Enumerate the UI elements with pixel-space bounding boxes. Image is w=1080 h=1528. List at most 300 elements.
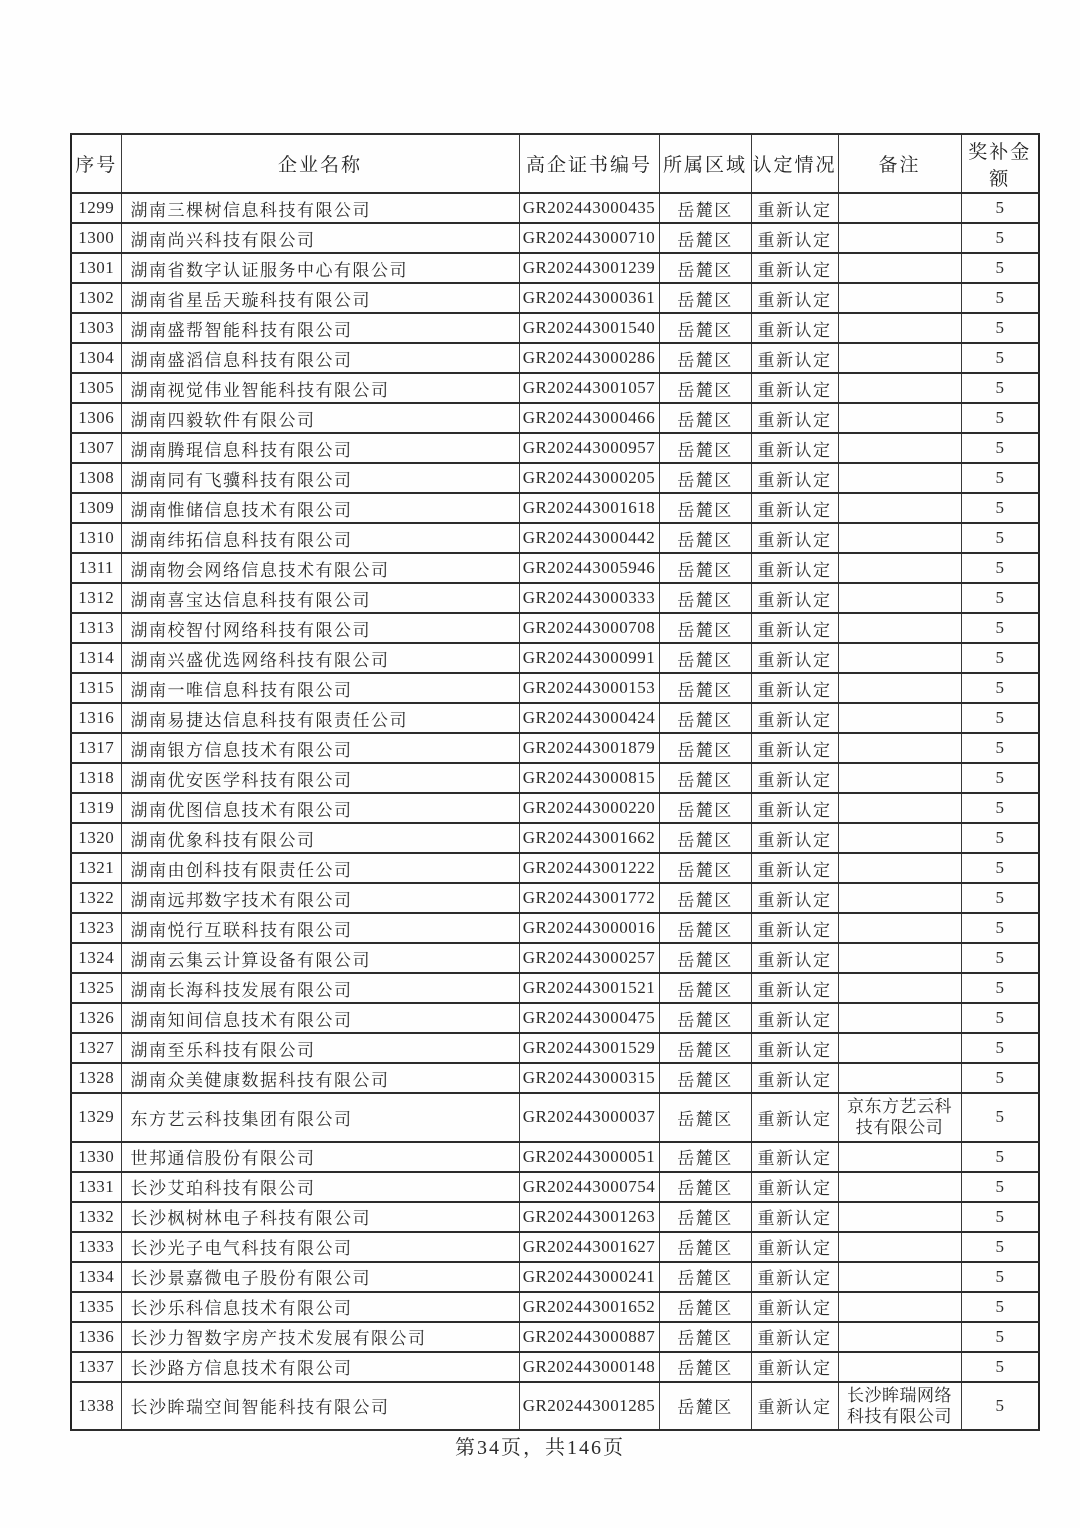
cell-remark xyxy=(838,343,961,373)
cell-certificate-no: GR202443000016 xyxy=(519,913,659,943)
cell-remark xyxy=(838,673,961,703)
cell-district: 岳麓区 xyxy=(659,493,751,523)
cell-seq: 1338 xyxy=(71,1382,121,1431)
cell-company-name: 长沙乐科信息技术有限公司 xyxy=(121,1292,519,1322)
cell-seq: 1331 xyxy=(71,1172,121,1202)
cell-status: 重新认定 xyxy=(751,1352,838,1382)
cell-remark xyxy=(838,1352,961,1382)
table-row xyxy=(71,1093,1039,1142)
cell-amount: 5 xyxy=(961,793,1039,823)
cell-district: 岳麓区 xyxy=(659,853,751,883)
cell-amount: 5 xyxy=(961,343,1039,373)
cell-company-name: 东方艺云科技集团有限公司 xyxy=(121,1093,519,1142)
cell-amount: 5 xyxy=(961,373,1039,403)
column-header-certificate-no: 高企证书编号 xyxy=(519,134,659,193)
cell-remark xyxy=(838,1033,961,1063)
cell-district: 岳麓区 xyxy=(659,283,751,313)
cell-district: 岳麓区 xyxy=(659,1382,751,1431)
cell-amount: 5 xyxy=(961,673,1039,703)
cell-amount: 5 xyxy=(961,1322,1039,1352)
cell-company-name: 湖南四毅软件有限公司 xyxy=(121,403,519,433)
table-row xyxy=(71,1202,1039,1232)
cell-amount: 5 xyxy=(961,553,1039,583)
cell-amount: 5 xyxy=(961,193,1039,223)
cell-remark xyxy=(838,793,961,823)
cell-certificate-no: GR202443001239 xyxy=(519,253,659,283)
cell-seq: 1308 xyxy=(71,463,121,493)
cell-amount: 5 xyxy=(961,733,1039,763)
cell-district: 岳麓区 xyxy=(659,793,751,823)
table-row xyxy=(71,1142,1039,1172)
table-row xyxy=(71,1003,1039,1033)
cell-seq: 1323 xyxy=(71,913,121,943)
cell-status: 重新认定 xyxy=(751,673,838,703)
cell-status: 重新认定 xyxy=(751,283,838,313)
cell-remark xyxy=(838,613,961,643)
cell-status: 重新认定 xyxy=(751,1003,838,1033)
cell-seq: 1305 xyxy=(71,373,121,403)
cell-remark xyxy=(838,1202,961,1232)
cell-remark xyxy=(838,1322,961,1352)
cell-status: 重新认定 xyxy=(751,733,838,763)
cell-company-name: 湖南省数字认证服务中心有限公司 xyxy=(121,253,519,283)
cell-status: 重新认定 xyxy=(751,613,838,643)
cell-remark xyxy=(838,943,961,973)
cell-company-name: 湖南银方信息技术有限公司 xyxy=(121,733,519,763)
cell-seq: 1306 xyxy=(71,403,121,433)
cell-certificate-no: GR202443000241 xyxy=(519,1262,659,1292)
cell-district: 岳麓区 xyxy=(659,343,751,373)
cell-remark: 京东方艺云科技有限公司 xyxy=(838,1093,961,1142)
cell-seq: 1317 xyxy=(71,733,121,763)
cell-company-name: 长沙枫树林电子科技有限公司 xyxy=(121,1202,519,1232)
cell-remark xyxy=(838,313,961,343)
cell-district: 岳麓区 xyxy=(659,883,751,913)
cell-seq: 1335 xyxy=(71,1292,121,1322)
cell-company-name: 湖南物会网络信息技术有限公司 xyxy=(121,553,519,583)
cell-company-name: 长沙眸瑞空间智能科技有限公司 xyxy=(121,1382,519,1431)
cell-amount: 5 xyxy=(961,1202,1039,1232)
cell-certificate-no: GR202443000051 xyxy=(519,1142,659,1172)
cell-seq: 1310 xyxy=(71,523,121,553)
cell-amount: 5 xyxy=(961,223,1039,253)
cell-district: 岳麓区 xyxy=(659,1202,751,1232)
cell-company-name: 湖南腾琨信息科技有限公司 xyxy=(121,433,519,463)
cell-company-name: 湖南知间信息技术有限公司 xyxy=(121,1003,519,1033)
cell-remark xyxy=(838,493,961,523)
cell-certificate-no: GR202443000361 xyxy=(519,283,659,313)
cell-certificate-no: GR202443001662 xyxy=(519,823,659,853)
cell-seq: 1303 xyxy=(71,313,121,343)
cell-remark xyxy=(838,823,961,853)
cell-remark xyxy=(838,913,961,943)
cell-status: 重新认定 xyxy=(751,643,838,673)
cell-company-name: 湖南悦行互联科技有限公司 xyxy=(121,913,519,943)
cell-district: 岳麓区 xyxy=(659,1352,751,1382)
cell-amount: 5 xyxy=(961,493,1039,523)
cell-amount: 5 xyxy=(961,1093,1039,1142)
cell-certificate-no: GR202443000991 xyxy=(519,643,659,673)
cell-company-name: 湖南尚兴科技有限公司 xyxy=(121,223,519,253)
cell-seq: 1312 xyxy=(71,583,121,613)
cell-certificate-no: GR202443001222 xyxy=(519,853,659,883)
cell-district: 岳麓区 xyxy=(659,1093,751,1142)
cell-district: 岳麓区 xyxy=(659,1262,751,1292)
cell-district: 岳麓区 xyxy=(659,1063,751,1093)
cell-status: 重新认定 xyxy=(751,1232,838,1262)
cell-remark xyxy=(838,553,961,583)
cell-seq: 1332 xyxy=(71,1202,121,1232)
cell-company-name: 湖南喜宝达信息科技有限公司 xyxy=(121,583,519,613)
cell-district: 岳麓区 xyxy=(659,913,751,943)
cell-certificate-no: GR202443000037 xyxy=(519,1093,659,1142)
cell-remark xyxy=(838,373,961,403)
table-row xyxy=(71,853,1039,883)
cell-remark xyxy=(838,1063,961,1093)
cell-company-name: 世邦通信股份有限公司 xyxy=(121,1142,519,1172)
cell-certificate-no: GR202443000754 xyxy=(519,1172,659,1202)
cell-certificate-no: GR202443000220 xyxy=(519,793,659,823)
cell-status: 重新认定 xyxy=(751,523,838,553)
column-header-amount: 奖补金额 xyxy=(961,134,1039,193)
cell-company-name: 湖南优象科技有限公司 xyxy=(121,823,519,853)
cell-amount: 5 xyxy=(961,853,1039,883)
cell-status: 重新认定 xyxy=(751,343,838,373)
cell-remark xyxy=(838,733,961,763)
cell-company-name: 湖南省星岳天璇科技有限公司 xyxy=(121,283,519,313)
table-row xyxy=(71,523,1039,553)
cell-amount: 5 xyxy=(961,1382,1039,1431)
cell-seq: 1304 xyxy=(71,343,121,373)
page-footer: 第34页，共146页 xyxy=(455,1437,625,1459)
cell-remark xyxy=(838,1292,961,1322)
cell-certificate-no: GR202443000153 xyxy=(519,673,659,703)
cell-amount: 5 xyxy=(961,1292,1039,1322)
cell-status: 重新认定 xyxy=(751,223,838,253)
table-row xyxy=(71,883,1039,913)
cell-company-name: 湖南视觉伟业智能科技有限公司 xyxy=(121,373,519,403)
cell-remark xyxy=(838,1232,961,1262)
cell-amount: 5 xyxy=(961,433,1039,463)
cell-remark xyxy=(838,1262,961,1292)
cell-certificate-no: GR202443001540 xyxy=(519,313,659,343)
table-row xyxy=(71,1232,1039,1262)
column-header-seq: 序号 xyxy=(71,134,121,193)
cell-status: 重新认定 xyxy=(751,373,838,403)
cell-company-name: 湖南众美健康数据科技有限公司 xyxy=(121,1063,519,1093)
cell-seq: 1315 xyxy=(71,673,121,703)
cell-district: 岳麓区 xyxy=(659,1142,751,1172)
cell-status: 重新认定 xyxy=(751,583,838,613)
cell-district: 岳麓区 xyxy=(659,523,751,553)
cell-amount: 5 xyxy=(961,703,1039,733)
cell-seq: 1334 xyxy=(71,1262,121,1292)
cell-status: 重新认定 xyxy=(751,703,838,733)
cell-status: 重新认定 xyxy=(751,1172,838,1202)
cell-district: 岳麓区 xyxy=(659,1033,751,1063)
cell-seq: 1311 xyxy=(71,553,121,583)
cell-certificate-no: GR202443001879 xyxy=(519,733,659,763)
cell-district: 岳麓区 xyxy=(659,733,751,763)
cell-remark xyxy=(838,193,961,223)
table-row xyxy=(71,463,1039,493)
cell-district: 岳麓区 xyxy=(659,1322,751,1352)
cell-certificate-no: GR202443001285 xyxy=(519,1382,659,1431)
cell-seq: 1299 xyxy=(71,193,121,223)
column-header-status: 认定情况 xyxy=(751,134,838,193)
cell-seq: 1325 xyxy=(71,973,121,1003)
cell-company-name: 长沙力智数字房产技术发展有限公司 xyxy=(121,1322,519,1352)
cell-certificate-no: GR202443000957 xyxy=(519,433,659,463)
cell-amount: 5 xyxy=(961,1033,1039,1063)
table-row xyxy=(71,1382,1039,1431)
table-row xyxy=(71,1172,1039,1202)
cell-certificate-no: GR202443000435 xyxy=(519,193,659,223)
cell-status: 重新认定 xyxy=(751,553,838,583)
cell-status: 重新认定 xyxy=(751,793,838,823)
cell-remark xyxy=(838,463,961,493)
cell-remark xyxy=(838,583,961,613)
table-row xyxy=(71,1063,1039,1093)
cell-district: 岳麓区 xyxy=(659,223,751,253)
cell-status: 重新认定 xyxy=(751,973,838,1003)
cell-amount: 5 xyxy=(961,283,1039,313)
cell-status: 重新认定 xyxy=(751,193,838,223)
cell-status: 重新认定 xyxy=(751,493,838,523)
table-header-row xyxy=(71,134,1039,193)
cell-amount: 5 xyxy=(961,583,1039,613)
table-row xyxy=(71,433,1039,463)
cell-seq: 1326 xyxy=(71,1003,121,1033)
cell-amount: 5 xyxy=(961,763,1039,793)
cell-amount: 5 xyxy=(961,913,1039,943)
cell-seq: 1333 xyxy=(71,1232,121,1262)
table-row xyxy=(71,673,1039,703)
cell-seq: 1328 xyxy=(71,1063,121,1093)
table-row xyxy=(71,1292,1039,1322)
cell-seq: 1329 xyxy=(71,1093,121,1142)
cell-district: 岳麓区 xyxy=(659,703,751,733)
cell-seq: 1327 xyxy=(71,1033,121,1063)
cell-company-name: 湖南纬拓信息科技有限公司 xyxy=(121,523,519,553)
cell-amount: 5 xyxy=(961,1232,1039,1262)
cell-status: 重新认定 xyxy=(751,1033,838,1063)
cell-amount: 5 xyxy=(961,1003,1039,1033)
cell-certificate-no: GR202443000286 xyxy=(519,343,659,373)
cell-seq: 1320 xyxy=(71,823,121,853)
table-row xyxy=(71,313,1039,343)
cell-company-name: 湖南三棵树信息科技有限公司 xyxy=(121,193,519,223)
cell-certificate-no: GR202443000424 xyxy=(519,703,659,733)
cell-seq: 1321 xyxy=(71,853,121,883)
cell-district: 岳麓区 xyxy=(659,613,751,643)
cell-status: 重新认定 xyxy=(751,1292,838,1322)
cell-certificate-no: GR202443000708 xyxy=(519,613,659,643)
cell-amount: 5 xyxy=(961,403,1039,433)
cell-remark xyxy=(838,1142,961,1172)
cell-district: 岳麓区 xyxy=(659,373,751,403)
cell-district: 岳麓区 xyxy=(659,253,751,283)
cell-status: 重新认定 xyxy=(751,253,838,283)
cell-district: 岳麓区 xyxy=(659,943,751,973)
cell-remark xyxy=(838,853,961,883)
table-row xyxy=(71,943,1039,973)
cell-remark xyxy=(838,1172,961,1202)
cell-amount: 5 xyxy=(961,1352,1039,1382)
cell-amount: 5 xyxy=(961,1142,1039,1172)
cell-company-name: 湖南由创科技有限责任公司 xyxy=(121,853,519,883)
table-row xyxy=(71,583,1039,613)
cell-company-name: 湖南云集云计算设备有限公司 xyxy=(121,943,519,973)
cell-company-name: 湖南盛帮智能科技有限公司 xyxy=(121,313,519,343)
cell-certificate-no: GR202443000333 xyxy=(519,583,659,613)
cell-status: 重新认定 xyxy=(751,763,838,793)
table-row xyxy=(71,1033,1039,1063)
cell-seq: 1300 xyxy=(71,223,121,253)
cell-district: 岳麓区 xyxy=(659,763,751,793)
table-row xyxy=(71,283,1039,313)
cell-district: 岳麓区 xyxy=(659,313,751,343)
cell-status: 重新认定 xyxy=(751,313,838,343)
cell-amount: 5 xyxy=(961,253,1039,283)
cell-company-name: 湖南惟储信息技术有限公司 xyxy=(121,493,519,523)
cell-company-name: 长沙路方信息技术有限公司 xyxy=(121,1352,519,1382)
cell-amount: 5 xyxy=(961,943,1039,973)
cell-company-name: 湖南优安医学科技有限公司 xyxy=(121,763,519,793)
cell-district: 岳麓区 xyxy=(659,433,751,463)
cell-status: 重新认定 xyxy=(751,1382,838,1431)
cell-amount: 5 xyxy=(961,1172,1039,1202)
cell-remark xyxy=(838,403,961,433)
table-row xyxy=(71,793,1039,823)
cell-district: 岳麓区 xyxy=(659,1003,751,1033)
cell-amount: 5 xyxy=(961,643,1039,673)
cell-remark xyxy=(838,763,961,793)
table-row xyxy=(71,733,1039,763)
cell-company-name: 湖南至乐科技有限公司 xyxy=(121,1033,519,1063)
cell-company-name: 长沙光子电气科技有限公司 xyxy=(121,1232,519,1262)
cell-certificate-no: GR202443001652 xyxy=(519,1292,659,1322)
table-row xyxy=(71,343,1039,373)
cell-seq: 1309 xyxy=(71,493,121,523)
cell-status: 重新认定 xyxy=(751,853,838,883)
cell-certificate-no: GR202443000257 xyxy=(519,943,659,973)
cell-certificate-no: GR202443001772 xyxy=(519,883,659,913)
cell-amount: 5 xyxy=(961,463,1039,493)
table-body xyxy=(71,193,1039,1430)
cell-remark xyxy=(838,433,961,463)
table-row xyxy=(71,193,1039,223)
cell-remark xyxy=(838,523,961,553)
cell-amount: 5 xyxy=(961,973,1039,1003)
cell-seq: 1316 xyxy=(71,703,121,733)
cell-company-name: 长沙艾珀科技有限公司 xyxy=(121,1172,519,1202)
cell-status: 重新认定 xyxy=(751,1063,838,1093)
cell-district: 岳麓区 xyxy=(659,643,751,673)
cell-seq: 1337 xyxy=(71,1352,121,1382)
cell-certificate-no: GR202443001263 xyxy=(519,1202,659,1232)
cell-status: 重新认定 xyxy=(751,1142,838,1172)
cell-remark xyxy=(838,643,961,673)
cell-remark xyxy=(838,223,961,253)
cell-company-name: 湖南校智付网络科技有限公司 xyxy=(121,613,519,643)
cell-seq: 1319 xyxy=(71,793,121,823)
table-row xyxy=(71,1352,1039,1382)
cell-status: 重新认定 xyxy=(751,463,838,493)
cell-seq: 1324 xyxy=(71,943,121,973)
table-row xyxy=(71,493,1039,523)
cell-district: 岳麓区 xyxy=(659,823,751,853)
cell-seq: 1314 xyxy=(71,643,121,673)
cell-certificate-no: GR202443000442 xyxy=(519,523,659,553)
cell-amount: 5 xyxy=(961,883,1039,913)
column-header-company-name: 企业名称 xyxy=(121,134,519,193)
cell-certificate-no: GR202443000475 xyxy=(519,1003,659,1033)
cell-company-name: 湖南一唯信息科技有限公司 xyxy=(121,673,519,703)
cell-status: 重新认定 xyxy=(751,403,838,433)
cell-district: 岳麓区 xyxy=(659,1172,751,1202)
cell-seq: 1302 xyxy=(71,283,121,313)
cell-certificate-no: GR202443000466 xyxy=(519,403,659,433)
table-row xyxy=(71,1322,1039,1352)
cell-district: 岳麓区 xyxy=(659,553,751,583)
table-row xyxy=(71,643,1039,673)
cell-company-name: 湖南优图信息技术有限公司 xyxy=(121,793,519,823)
cell-remark xyxy=(838,1003,961,1033)
table-row xyxy=(71,913,1039,943)
cell-remark xyxy=(838,883,961,913)
cell-district: 岳麓区 xyxy=(659,673,751,703)
cell-seq: 1322 xyxy=(71,883,121,913)
cell-status: 重新认定 xyxy=(751,883,838,913)
table-row xyxy=(71,1262,1039,1292)
cell-amount: 5 xyxy=(961,523,1039,553)
cell-amount: 5 xyxy=(961,613,1039,643)
cell-certificate-no: GR202443001521 xyxy=(519,973,659,1003)
cell-status: 重新认定 xyxy=(751,913,838,943)
cell-seq: 1336 xyxy=(71,1322,121,1352)
table-row xyxy=(71,253,1039,283)
cell-amount: 5 xyxy=(961,1262,1039,1292)
cell-status: 重新认定 xyxy=(751,1262,838,1292)
cell-certificate-no: GR202443001529 xyxy=(519,1033,659,1063)
table-row xyxy=(71,973,1039,1003)
cell-company-name: 湖南易捷达信息科技有限责任公司 xyxy=(121,703,519,733)
cell-seq: 1313 xyxy=(71,613,121,643)
cell-district: 岳麓区 xyxy=(659,973,751,1003)
cell-certificate-no: GR202443000205 xyxy=(519,463,659,493)
cell-district: 岳麓区 xyxy=(659,463,751,493)
cell-company-name: 长沙景嘉微电子股份有限公司 xyxy=(121,1262,519,1292)
cell-remark xyxy=(838,253,961,283)
table-row xyxy=(71,763,1039,793)
cell-amount: 5 xyxy=(961,823,1039,853)
cell-district: 岳麓区 xyxy=(659,1232,751,1262)
table-row xyxy=(71,703,1039,733)
cell-seq: 1330 xyxy=(71,1142,121,1172)
cell-seq: 1318 xyxy=(71,763,121,793)
cell-seq: 1301 xyxy=(71,253,121,283)
cell-status: 重新认定 xyxy=(751,1322,838,1352)
table-row xyxy=(71,823,1039,853)
column-header-district: 所属区域 xyxy=(659,134,751,193)
cell-district: 岳麓区 xyxy=(659,583,751,613)
table-row xyxy=(71,553,1039,583)
cell-district: 岳麓区 xyxy=(659,1292,751,1322)
cell-amount: 5 xyxy=(961,1063,1039,1093)
cell-certificate-no: GR202443001627 xyxy=(519,1232,659,1262)
cell-certificate-no: GR202443000148 xyxy=(519,1352,659,1382)
